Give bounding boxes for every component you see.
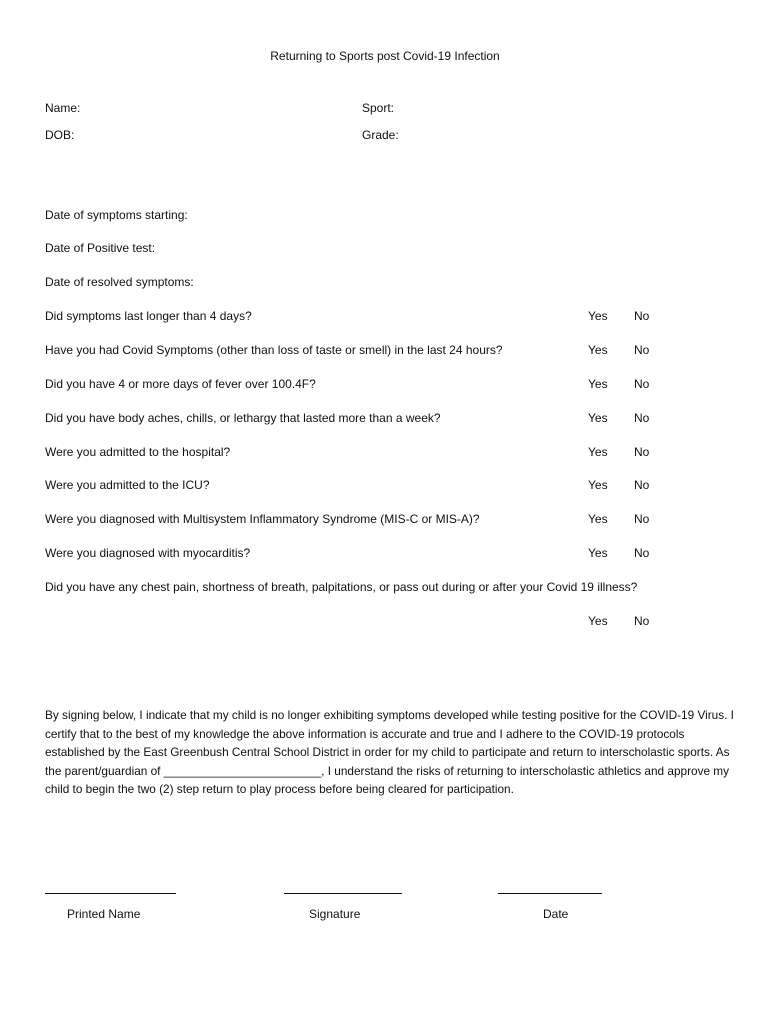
no-option[interactable]: No (634, 309, 650, 323)
question-chest-pain: Did you have any chest pain, shortness of breath, palpitations, or pass out during or after your Covid 19 illness? (45, 580, 638, 594)
no-option[interactable]: No (634, 377, 650, 391)
no-option[interactable]: No (634, 411, 650, 425)
yes-option[interactable]: Yes (588, 343, 608, 357)
no-option[interactable]: No (634, 614, 650, 628)
question-symptoms-over-4-days: Did symptoms last longer than 4 days? (45, 309, 252, 323)
yes-option[interactable]: Yes (588, 614, 608, 628)
question-symptoms-last-24-hours: Have you had Covid Symptoms (other than loss of taste or smell) in the last 24 hours? (45, 343, 503, 357)
date-symptoms-start-label: Date of symptoms starting: (45, 208, 188, 222)
yes-option[interactable]: Yes (588, 309, 608, 323)
date-line[interactable] (498, 893, 602, 894)
printed-name-label: Printed Name (67, 907, 141, 921)
date-resolved-symptoms-label: Date of resolved symptoms: (45, 275, 194, 289)
grade-label: Grade: (362, 128, 399, 142)
name-label: Name: (45, 101, 81, 115)
form-title: Returning to Sports post Covid-19 Infection (270, 49, 500, 63)
question-icu: Were you admitted to the ICU? (45, 478, 210, 492)
question-hospital: Were you admitted to the hospital? (45, 445, 231, 459)
no-option[interactable]: No (634, 512, 650, 526)
yes-option[interactable]: Yes (588, 411, 608, 425)
yes-option[interactable]: Yes (588, 445, 608, 459)
signature-label: Signature (309, 907, 361, 921)
no-option[interactable]: No (634, 478, 650, 492)
printed-name-line[interactable] (45, 893, 176, 894)
question-fever: Did you have 4 or more days of fever over 100.4F? (45, 377, 316, 391)
certification-paragraph: By signing below, I indicate that my child is no longer exhibiting symptoms developed while testing positive for the COVID-19 Virus. I certify that to the best of my knowledge the above information is accurate and true and I adhere to the COVID-19 protocols established by the East Greenbush Central School District in order for my child to participate and return to interscholastic sports. As the parent/guardian of ________________________, I understand the risks of returning to interscholastic athletics and approve my child to begin the two (2) step return to play process before being cleared for participation. (45, 708, 734, 797)
yes-option[interactable]: Yes (588, 377, 608, 391)
question-mis-c: Were you diagnosed with Multisystem Inflammatory Syndrome (MIS-C or MIS-A)? (45, 512, 480, 526)
no-option[interactable]: No (634, 343, 650, 357)
yes-option[interactable]: Yes (588, 546, 608, 560)
yes-option[interactable]: Yes (588, 478, 608, 492)
sport-label: Sport: (362, 101, 395, 115)
no-option[interactable]: No (634, 546, 650, 560)
question-myocarditis: Were you diagnosed with myocarditis? (45, 546, 251, 560)
date-label: Date (543, 907, 569, 921)
question-body-aches: Did you have body aches, chills, or lethargy that lasted more than a week? (45, 411, 441, 425)
yes-option[interactable]: Yes (588, 512, 608, 526)
signature-line[interactable] (284, 893, 402, 894)
date-positive-test-label: Date of Positive test: (45, 241, 156, 255)
no-option[interactable]: No (634, 445, 650, 459)
dob-label: DOB: (45, 128, 75, 142)
